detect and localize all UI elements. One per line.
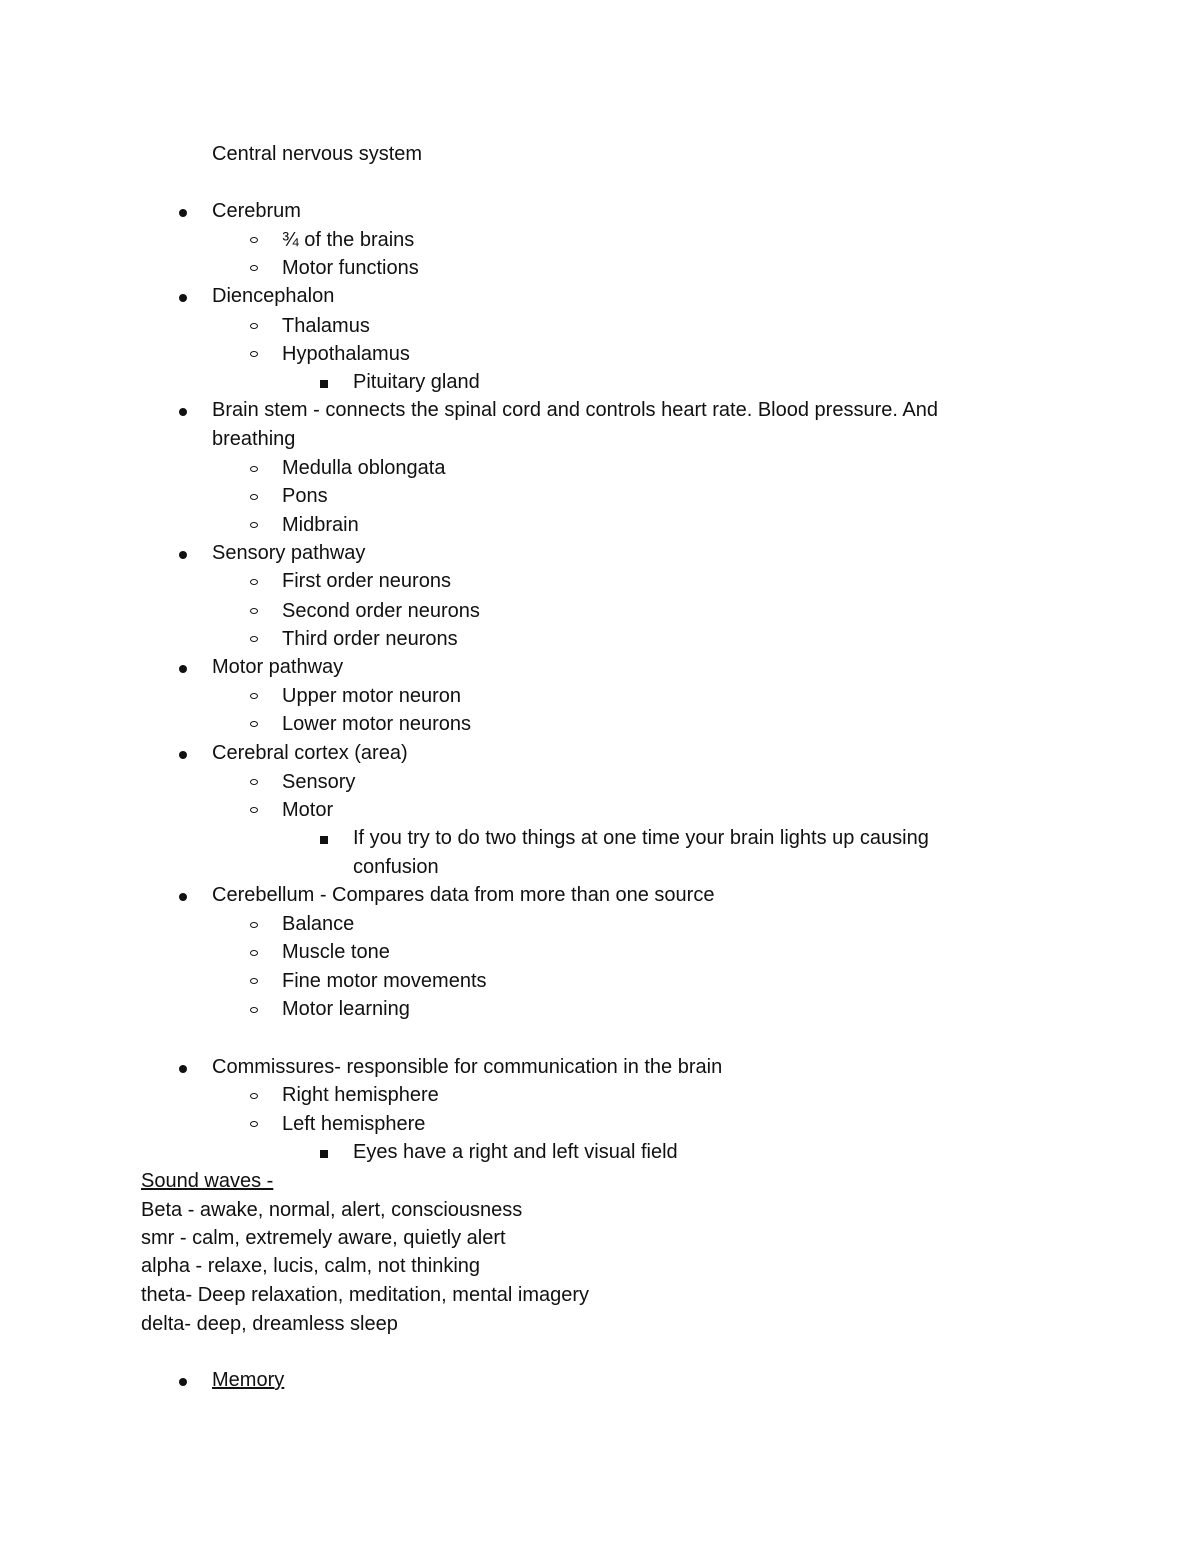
bullet-circle-icon [250,522,258,528]
bullet-disc-icon [179,893,187,901]
list-item-level1: Brain stem - connects the spinal cord and controls heart rate. Blood pressure. And [212,399,938,421]
bullet-circle-icon [250,693,258,699]
bullet-disc-icon [179,751,187,759]
bullet-circle-icon [250,323,258,329]
bullet-disc-icon [179,408,187,416]
bullet-circle-icon [250,779,258,785]
text-line: smr - calm, extremely aware, quietly alert [141,1227,506,1249]
list-item-continuation: breathing [212,428,296,450]
list-item-level2: Second order neurons [282,600,480,622]
text-line: delta- deep, dreamless sleep [141,1313,398,1335]
text-line: alpha - relaxe, lucis, calm, not thinking [141,1255,481,1277]
list-item-level3: Eyes have a right and left visual field [353,1141,678,1163]
text-line: Beta - awake, normal, alert, consciousness [141,1199,523,1221]
bullet-disc-icon [179,551,187,559]
list-item-level3: Pituitary gland [353,371,480,393]
bullet-circle-icon [250,466,258,472]
list-item-level2: Hypothalamus [282,343,410,365]
list-item-level2: First order neurons [282,570,451,592]
list-item-level1: Sensory pathway [212,542,366,564]
bullet-disc-icon [179,665,187,673]
bullet-circle-icon [250,237,258,243]
bullet-circle-icon [250,1007,258,1013]
list-item-level1: Diencephalon [212,285,335,307]
bullet-circle-icon [250,922,258,928]
bullet-disc-icon [179,1378,187,1386]
list-item-level2: Upper motor neuron [282,685,461,707]
list-item-level1: Cerebrum [212,200,301,222]
bullet-circle-icon [250,950,258,956]
list-item-level2: Lower motor neurons [282,713,471,735]
bullet-circle-icon [250,351,258,357]
bullet-square-icon [320,1150,328,1158]
section-heading-sound-waves: Sound waves - [141,1170,274,1192]
list-item-level2: Left hemisphere [282,1113,426,1135]
bullet-disc-icon [179,1065,187,1073]
list-item-level2: Medulla oblongata [282,457,446,479]
list-item-level1: Motor pathway [212,656,344,678]
list-item-level2: Balance [282,913,355,935]
bullet-disc-icon [179,294,187,302]
list-item-memory: Memory [212,1369,285,1391]
list-item-level2: Sensory [282,771,356,793]
list-item-continuation: confusion [353,856,439,878]
bullet-circle-icon [250,265,258,271]
bullet-circle-icon [250,1093,258,1099]
list-item-level2: Fine motor movements [282,970,487,992]
list-item-level1: Cerebellum - Compares data from more than one source [212,884,715,906]
list-item-level2: Motor functions [282,257,419,279]
list-item-level2: Right hemisphere [282,1084,439,1106]
list-item-level2: Muscle tone [282,941,390,963]
bullet-square-icon [320,380,328,388]
text-line: theta- Deep relaxation, meditation, mental imagery [141,1284,590,1306]
list-item-level2: Thalamus [282,315,370,337]
bullet-circle-icon [250,1121,258,1127]
bullet-square-icon [320,836,328,844]
list-item-level2: Pons [282,485,328,507]
bullet-circle-icon [250,636,258,642]
bullet-circle-icon [250,608,258,614]
list-item-level2: ¾ of the brains [282,229,415,251]
bullet-circle-icon [250,494,258,500]
list-item-level2: Third order neurons [282,628,458,650]
bullet-disc-icon [179,209,187,217]
list-item-level2: Motor learning [282,998,410,1020]
list-item-level1: Commissures- responsible for communication in the brain [212,1056,723,1078]
list-item-level2: Midbrain [282,514,359,536]
list-item-level2: Motor [282,799,334,821]
bullet-circle-icon [250,721,258,727]
page-title: Central nervous system [212,143,423,165]
list-item-level1: Cerebral cortex (area) [212,742,408,764]
bullet-circle-icon [250,978,258,984]
list-item-level3: If you try to do two things at one time your brain lights up causing [353,827,929,849]
bullet-circle-icon [250,807,258,813]
bullet-circle-icon [250,579,258,585]
